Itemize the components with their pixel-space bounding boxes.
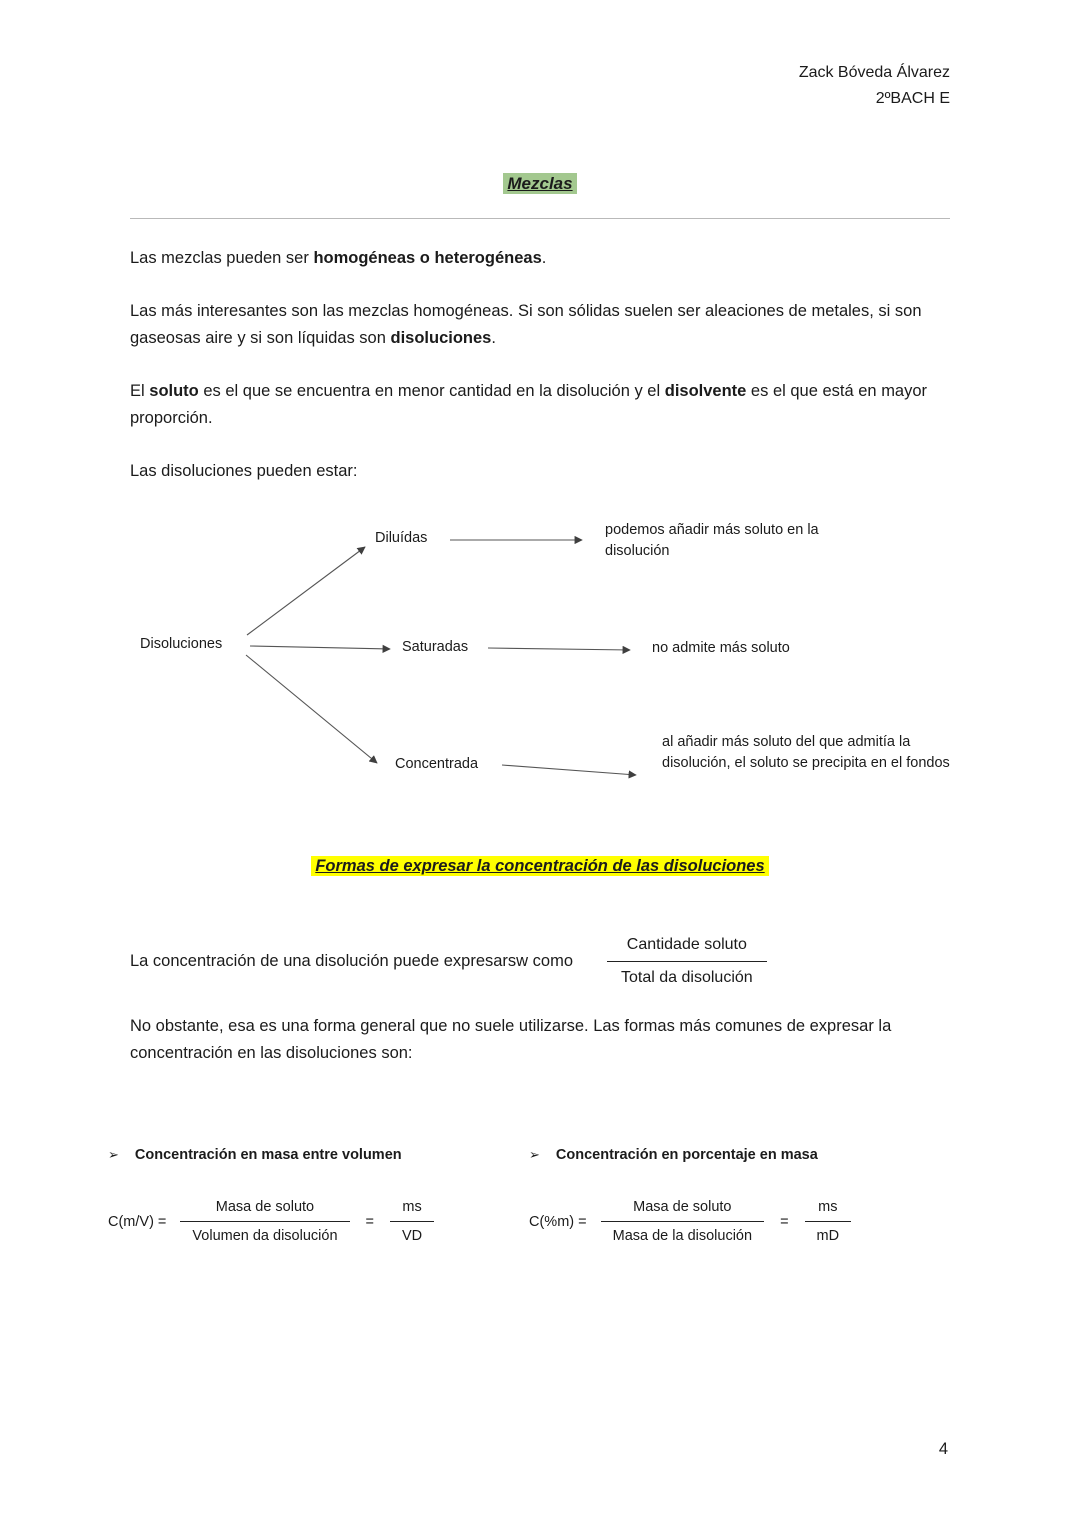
diagram-node-saturadas: Saturadas xyxy=(402,639,469,655)
formula-fraction-short xyxy=(390,1199,434,1244)
formula-heading-row xyxy=(108,1147,529,1163)
fraction-numerator: ms xyxy=(805,1199,852,1222)
formula-lhs: C(m/V) = xyxy=(108,1213,167,1230)
class-label: 2ºBACH E xyxy=(875,90,950,107)
paragraph-text: El xyxy=(130,382,150,400)
paragraph-text: Las más interesantes son las mezclas homogéneas. Si son sólidas suelen ser aleaciones de metales, si son gaseosas aire y si son líquidas son xyxy=(130,302,922,347)
paragraph-bold: disolvente xyxy=(664,382,747,400)
page-title: Mezclas xyxy=(503,173,576,194)
paragraph-solute-solvent xyxy=(130,378,950,432)
formula-heading: Concentración en porcentaje en masa xyxy=(555,1147,818,1163)
formula-heading: Concentración en masa entre volumen xyxy=(134,1147,402,1163)
equals-sign: = xyxy=(780,1213,789,1230)
fraction-denominator: mD xyxy=(816,1228,840,1244)
formula-mass-percent xyxy=(529,1147,950,1244)
title-divider xyxy=(130,218,950,219)
equals-sign: = xyxy=(365,1213,374,1230)
formula-lhs: C(%m) = xyxy=(529,1213,587,1230)
arrow-bullet-icon: ➢ xyxy=(529,1147,540,1162)
page-number: 4 xyxy=(938,1440,948,1458)
diagram-node-concentrada: Concentrada xyxy=(395,756,479,772)
concentration-fraction xyxy=(607,936,767,987)
formulas-row xyxy=(108,1147,950,1244)
section-heading: Formas de expresar la concentración de las disoluciones xyxy=(311,856,768,876)
formula-fraction xyxy=(601,1199,764,1244)
formula-mass-volume xyxy=(108,1147,529,1244)
title-wrap xyxy=(130,174,950,194)
fraction-numerator: Cantidade soluto xyxy=(607,936,767,962)
paragraph-text: es el que está en mayor proporción. xyxy=(130,382,928,427)
paragraph-text: . xyxy=(541,249,547,267)
fraction-denominator: VD xyxy=(401,1228,423,1244)
fraction-denominator: Volumen da disolución xyxy=(192,1228,338,1244)
formula-fraction-short xyxy=(805,1199,852,1244)
concentration-intro: La concentración de una disolución puede expresarsw como xyxy=(130,952,574,970)
fraction-denominator: Masa de la disolución xyxy=(612,1228,753,1244)
paragraph-mixtures xyxy=(130,245,950,272)
paragraph-text: . xyxy=(491,329,496,347)
fraction-denominator: Total da disolución xyxy=(621,969,753,986)
arrow-bullet-icon: ➢ xyxy=(108,1147,119,1162)
fraction-numerator: ms xyxy=(390,1199,434,1222)
document-header xyxy=(130,60,950,112)
diagram-desc-diluidas: podemos añadir más soluto en la disolución xyxy=(605,522,819,559)
formula-fraction xyxy=(180,1199,349,1244)
concentration-definition xyxy=(130,936,950,987)
paragraph-text: es el que se encuentra en menor cantidad en la disolución y el xyxy=(198,382,665,400)
diagram-desc-concentrada: al añadir más soluto del que admitía la disolución, el soluto se precipita en el fondos xyxy=(662,734,950,771)
diagram-node-disoluciones: Disoluciones xyxy=(140,636,223,652)
paragraph-note: No obstante, esa es una forma general que no suele utilizarse. Las formas más comunes de expresar la concentración en las disoluciones son: xyxy=(130,1017,892,1062)
formula-expression xyxy=(108,1199,529,1244)
paragraph-solutions-intro: Las disoluciones pueden estar: xyxy=(130,462,358,480)
paragraph-bold: homogéneas o heterogéneas xyxy=(313,249,542,267)
solutions-diagram xyxy=(130,519,950,829)
section-heading-wrap xyxy=(130,857,950,876)
paragraph-bold: disoluciones xyxy=(390,329,492,347)
paragraph-homogeneous xyxy=(130,298,950,352)
diagram-desc-saturadas: no admite más soluto xyxy=(652,640,790,656)
formula-expression xyxy=(529,1199,950,1244)
diagram-arrows xyxy=(130,519,950,829)
paragraph-bold: soluto xyxy=(149,382,199,400)
formula-heading-row xyxy=(529,1147,950,1163)
fraction-numerator: Masa de soluto xyxy=(601,1199,764,1222)
author-name: Zack Bóveda Álvarez xyxy=(798,64,950,81)
paragraph-text: Las mezclas pueden ser xyxy=(130,249,314,267)
diagram-node-diluidas: Diluídas xyxy=(375,530,428,546)
fraction-numerator: Masa de soluto xyxy=(180,1199,349,1222)
